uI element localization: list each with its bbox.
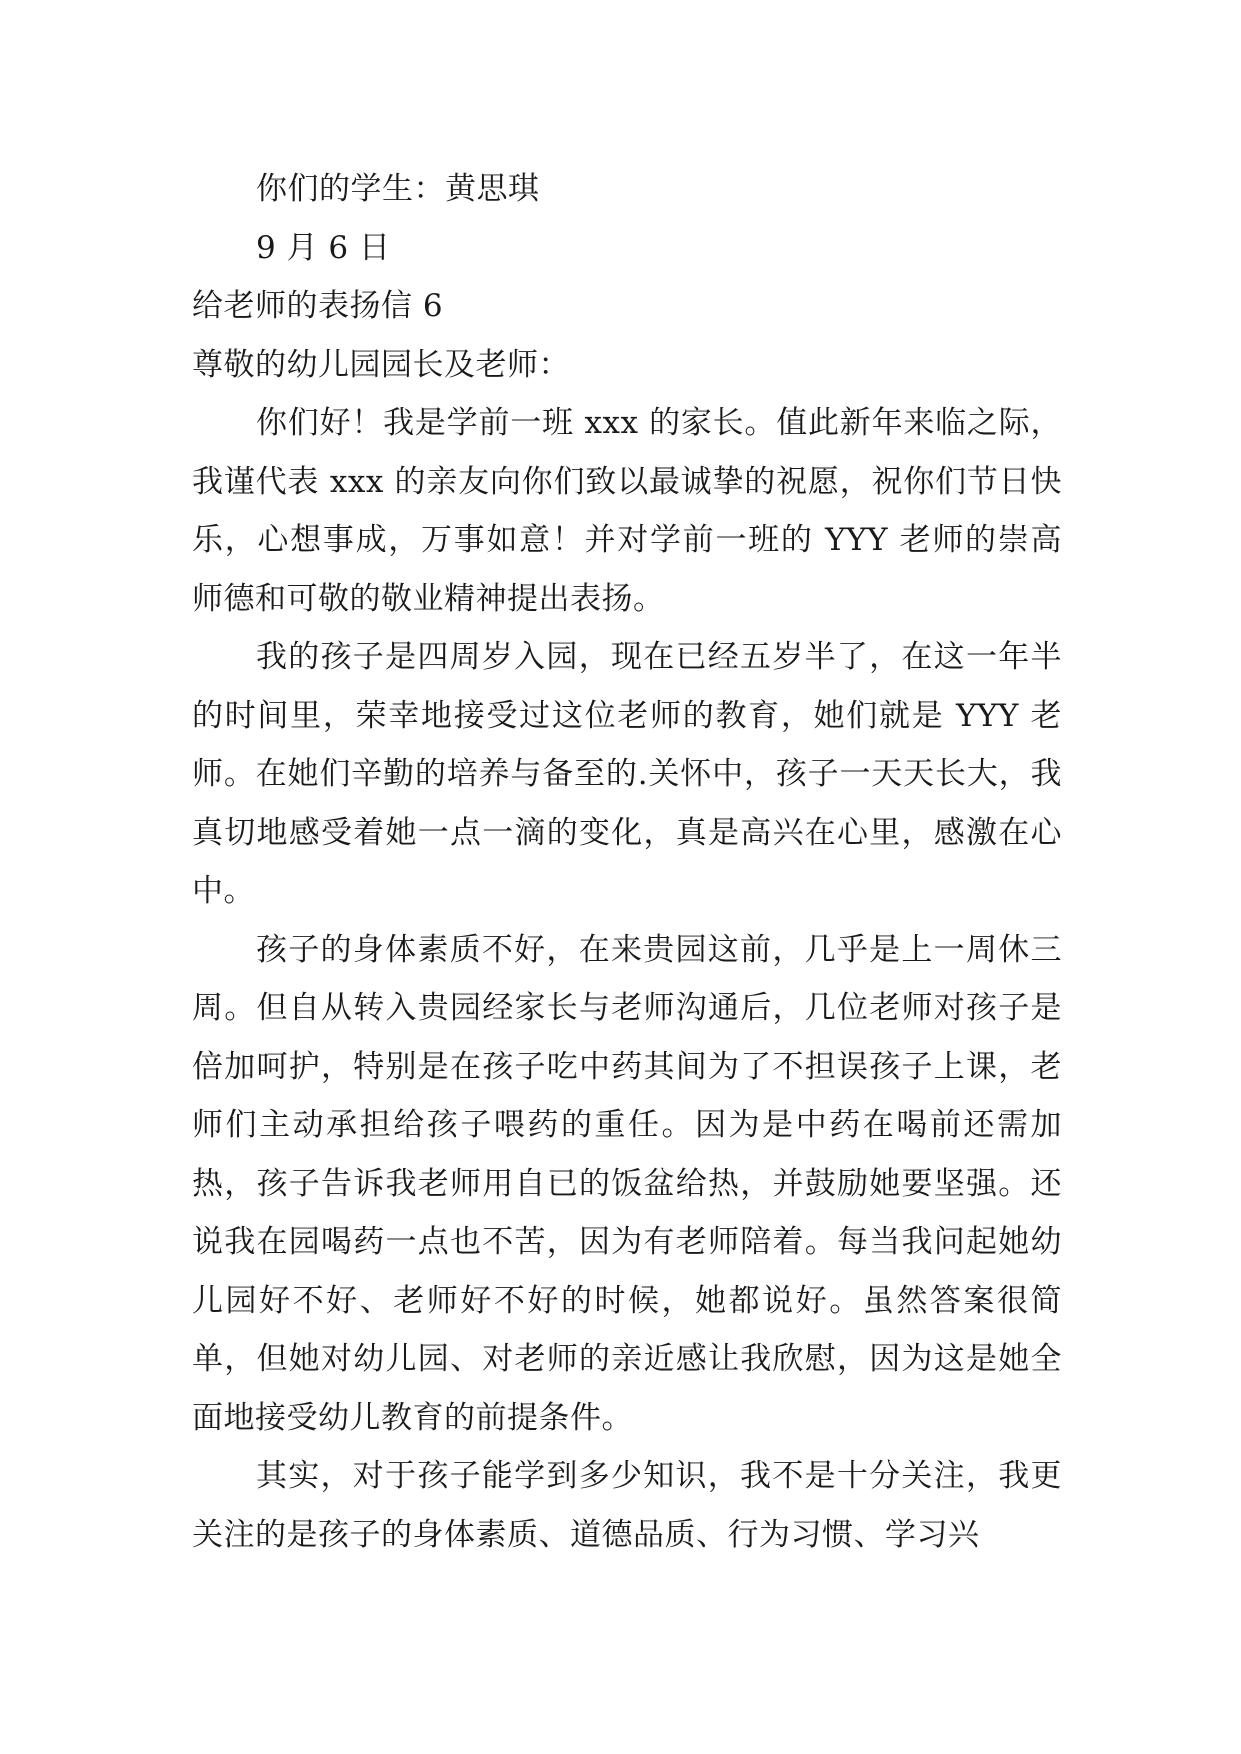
paragraph-3: 孩子的身体素质不好，在来贵园这前，几乎是上一周休三周。但自从转入贵园经家长与老师沟通后，几位老师对孩子是倍加呵护，特别是在孩子吃中药其间为了不担误孩子上课，老师们主动承担给孩子喂药的重任。因为是中药在喝前还需加热，孩子告诉我老师用自已的饭盆给热，并鼓励她要坚强。还说我在园喝药一点也不苦，因为有老师陪着。每当我问起她幼儿园好不好、老师好不好的时候，她都说好。虽然答案很简单，但她对幼儿园、对老师的亲近感让我欣慰，因为这是她全面地接受幼儿教育的前提条件。 bbox=[192, 931, 1062, 1436]
date-line: 9 月 6 日 bbox=[256, 229, 391, 266]
paragraph-4: 其实，对于孩子能学到多少知识，我不是十分关注，我更关注的是孩子的身体素质、道德品质、行为习惯、学习兴 bbox=[192, 1458, 1062, 1553]
paragraph-1: 你们好！我是学前一班 xxx 的家长。值此新年来临之际，我谨代表 xxx 的亲友向你们致以最诚挚的祝愿，祝你们节日快乐，心想事成，万事如意！并对学前一班的 YYY 老师的崇高师德和可敬的敬业精神提出表扬。 bbox=[192, 405, 1062, 617]
salutation: 尊敬的幼儿园园长及老师： bbox=[192, 346, 570, 383]
signature-line: 你们的学生：黄思琪 bbox=[256, 171, 540, 207]
letter-body bbox=[192, 160, 1062, 1564]
letter-title: 给老师的表扬信 6 bbox=[192, 288, 444, 324]
paragraph-2: 我的孩子是四周岁入园，现在已经五岁半了，在这一年半的时间里，荣幸地接受过这位老师的教育，她们就是 YYY 老师。在她们辛勤的培养与备至的.关怀中，孩子一天天长大，我真切地感受着她一点一滴的变化，真是高兴在心里，感激在心中。 bbox=[192, 639, 1062, 909]
